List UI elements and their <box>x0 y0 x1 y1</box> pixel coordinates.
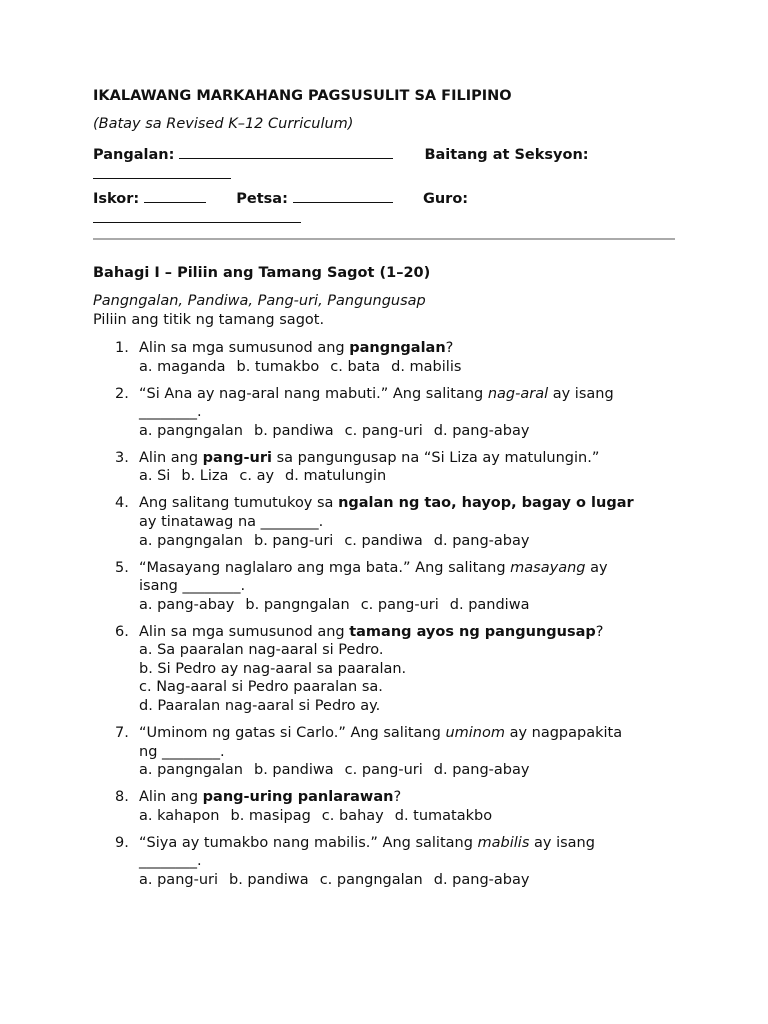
option-c[interactable]: c. bahay <box>321 807 384 824</box>
option-d[interactable]: d. pang-abay <box>433 532 530 549</box>
iskor-label: Iskor: <box>93 191 140 207</box>
question-text-cont: ng ________. <box>139 743 225 760</box>
guro-field[interactable] <box>93 208 301 223</box>
header-divider <box>93 238 675 240</box>
question-text: “Uminom ng gatas si Carlo.” Ang salitang uminom ay nagpapakita <box>139 725 623 742</box>
option-d[interactable]: d. Paaralan nag-aaral si Pedro ay. <box>139 698 381 715</box>
question-number: 4. <box>115 495 129 512</box>
question-text-cont: ________. <box>139 853 202 870</box>
question-options <box>139 422 675 441</box>
question-options <box>139 761 675 780</box>
question-number: 8. <box>115 789 129 806</box>
question-options <box>139 871 675 890</box>
option-c[interactable]: c. pang-uri <box>344 422 423 439</box>
question-item <box>93 788 675 825</box>
option-b[interactable]: b. Si Pedro ay nag-aaral sa paaralan. <box>139 660 407 677</box>
question-number: 6. <box>115 623 129 640</box>
question-text-cont: ________. <box>139 404 202 421</box>
option-a[interactable]: a. Sa paaralan nag-aaral si Pedro. <box>139 642 384 659</box>
question-text: Alin ang pang-uri sa pangungusap na “Si Liza ay matulungin.” <box>139 449 600 466</box>
option-b[interactable]: b. Liza <box>181 468 229 485</box>
option-d[interactable]: d. tumatakbo <box>394 807 493 824</box>
option-a[interactable]: a. pangngalan <box>139 762 243 779</box>
baitang-label: Baitang at Seksyon: <box>424 147 589 163</box>
option-b[interactable]: b. pang-uri <box>253 532 334 549</box>
section-instruction: Piliin ang titik ng tamang sagot. <box>93 312 325 328</box>
question-item <box>93 449 675 486</box>
question-text: “Siya ay tumakbo nang mabilis.” Ang salitang mabilis ay isang <box>139 834 595 851</box>
question-item <box>93 494 675 550</box>
question-options <box>139 358 675 377</box>
question-text: “Masayang naglalaro ang mga bata.” Ang salitang masayang ay <box>139 559 608 576</box>
option-c[interactable]: c. pang-uri <box>344 762 423 779</box>
option-b[interactable]: b. pangngalan <box>245 596 350 613</box>
option-c[interactable]: c. pangngalan <box>319 871 423 888</box>
question-text: Alin sa mga sumusunod ang tamang ayos ng pangungusap? <box>139 623 604 640</box>
option-c[interactable]: c. pandiwa <box>344 532 423 549</box>
section-topics: Pangngalan, Pandiwa, Pang-uri, Pangungusap <box>93 293 426 309</box>
option-a[interactable]: a. maganda <box>139 358 226 375</box>
worksheet-page <box>93 84 675 898</box>
question-options <box>139 807 675 826</box>
pangalan-field[interactable] <box>179 144 393 159</box>
question-item <box>93 623 675 716</box>
info-line-name <box>93 144 675 184</box>
option-d[interactable]: d. pandiwa <box>449 596 530 613</box>
petsa-field[interactable] <box>293 188 393 203</box>
option-a[interactable]: a. Si <box>139 468 171 485</box>
question-number: 7. <box>115 725 129 742</box>
option-c[interactable]: c. ay <box>239 468 275 485</box>
option-d[interactable]: d. pang-abay <box>433 762 530 779</box>
option-a[interactable]: a. pang-abay <box>139 596 235 613</box>
info-line-score <box>93 188 675 228</box>
option-c[interactable]: c. Nag-aaral si Pedro paaralan sa. <box>139 679 383 696</box>
option-a[interactable]: a. pangngalan <box>139 422 243 439</box>
option-b[interactable]: b. pandiwa <box>253 422 334 439</box>
question-item <box>93 385 675 441</box>
option-c[interactable]: c. bata <box>330 358 381 375</box>
option-b[interactable]: b. tumakbo <box>236 358 320 375</box>
option-b[interactable]: b. masipag <box>230 807 311 824</box>
option-a[interactable]: a. pang-uri <box>139 871 218 888</box>
question-item <box>93 559 675 615</box>
question-options <box>139 532 675 551</box>
question-number: 9. <box>115 834 129 851</box>
question-options <box>139 641 675 715</box>
question-text-cont: ay tinatawag na ________. <box>139 513 324 530</box>
option-a[interactable]: a. kahapon <box>139 807 220 824</box>
question-text: Alin sa mga sumusunod ang pangngalan? <box>139 340 454 356</box>
question-text: Alin ang pang-uring panlarawan? <box>139 789 402 806</box>
iskor-field[interactable] <box>144 188 206 203</box>
option-a[interactable]: a. pangngalan <box>139 532 243 549</box>
page-subtitle: (Batay sa Revised K–12 Curriculum) <box>93 116 354 132</box>
option-c[interactable]: c. pang-uri <box>360 596 439 613</box>
option-b[interactable]: b. pandiwa <box>253 762 334 779</box>
question-item <box>93 339 675 376</box>
question-text: Ang salitang tumutukoy sa ngalan ng tao, hayop, bagay o lugar <box>139 495 634 512</box>
question-item <box>93 724 675 780</box>
question-number: 5. <box>115 559 129 576</box>
baitang-field[interactable] <box>93 164 231 179</box>
question-number: 3. <box>115 449 129 466</box>
page-title: IKALAWANG MARKAHANG PAGSUSULIT SA FILIPINO <box>93 88 512 104</box>
option-d[interactable]: d. pang-abay <box>433 422 530 439</box>
option-b[interactable]: b. pandiwa <box>229 871 309 888</box>
question-text: “Si Ana ay nag-aral nang mabuti.” Ang salitang nag-aral ay isang <box>139 385 614 402</box>
question-number: 2. <box>115 385 129 402</box>
question-options <box>139 467 675 486</box>
question-number: 1. <box>115 340 129 356</box>
option-d[interactable]: d. pang-abay <box>433 871 530 888</box>
question-list <box>93 339 675 890</box>
petsa-label: Petsa: <box>236 191 288 207</box>
question-item <box>93 834 675 890</box>
question-text-cont: isang ________. <box>139 578 246 595</box>
option-d[interactable]: d. matulungin <box>285 468 387 485</box>
section-title: Bahagi I – Piliin ang Tamang Sagot (1–20) <box>93 265 431 281</box>
guro-label: Guro: <box>422 191 469 207</box>
option-d[interactable]: d. mabilis <box>391 358 462 375</box>
pangalan-label: Pangalan: <box>93 147 175 163</box>
question-options <box>139 596 675 615</box>
